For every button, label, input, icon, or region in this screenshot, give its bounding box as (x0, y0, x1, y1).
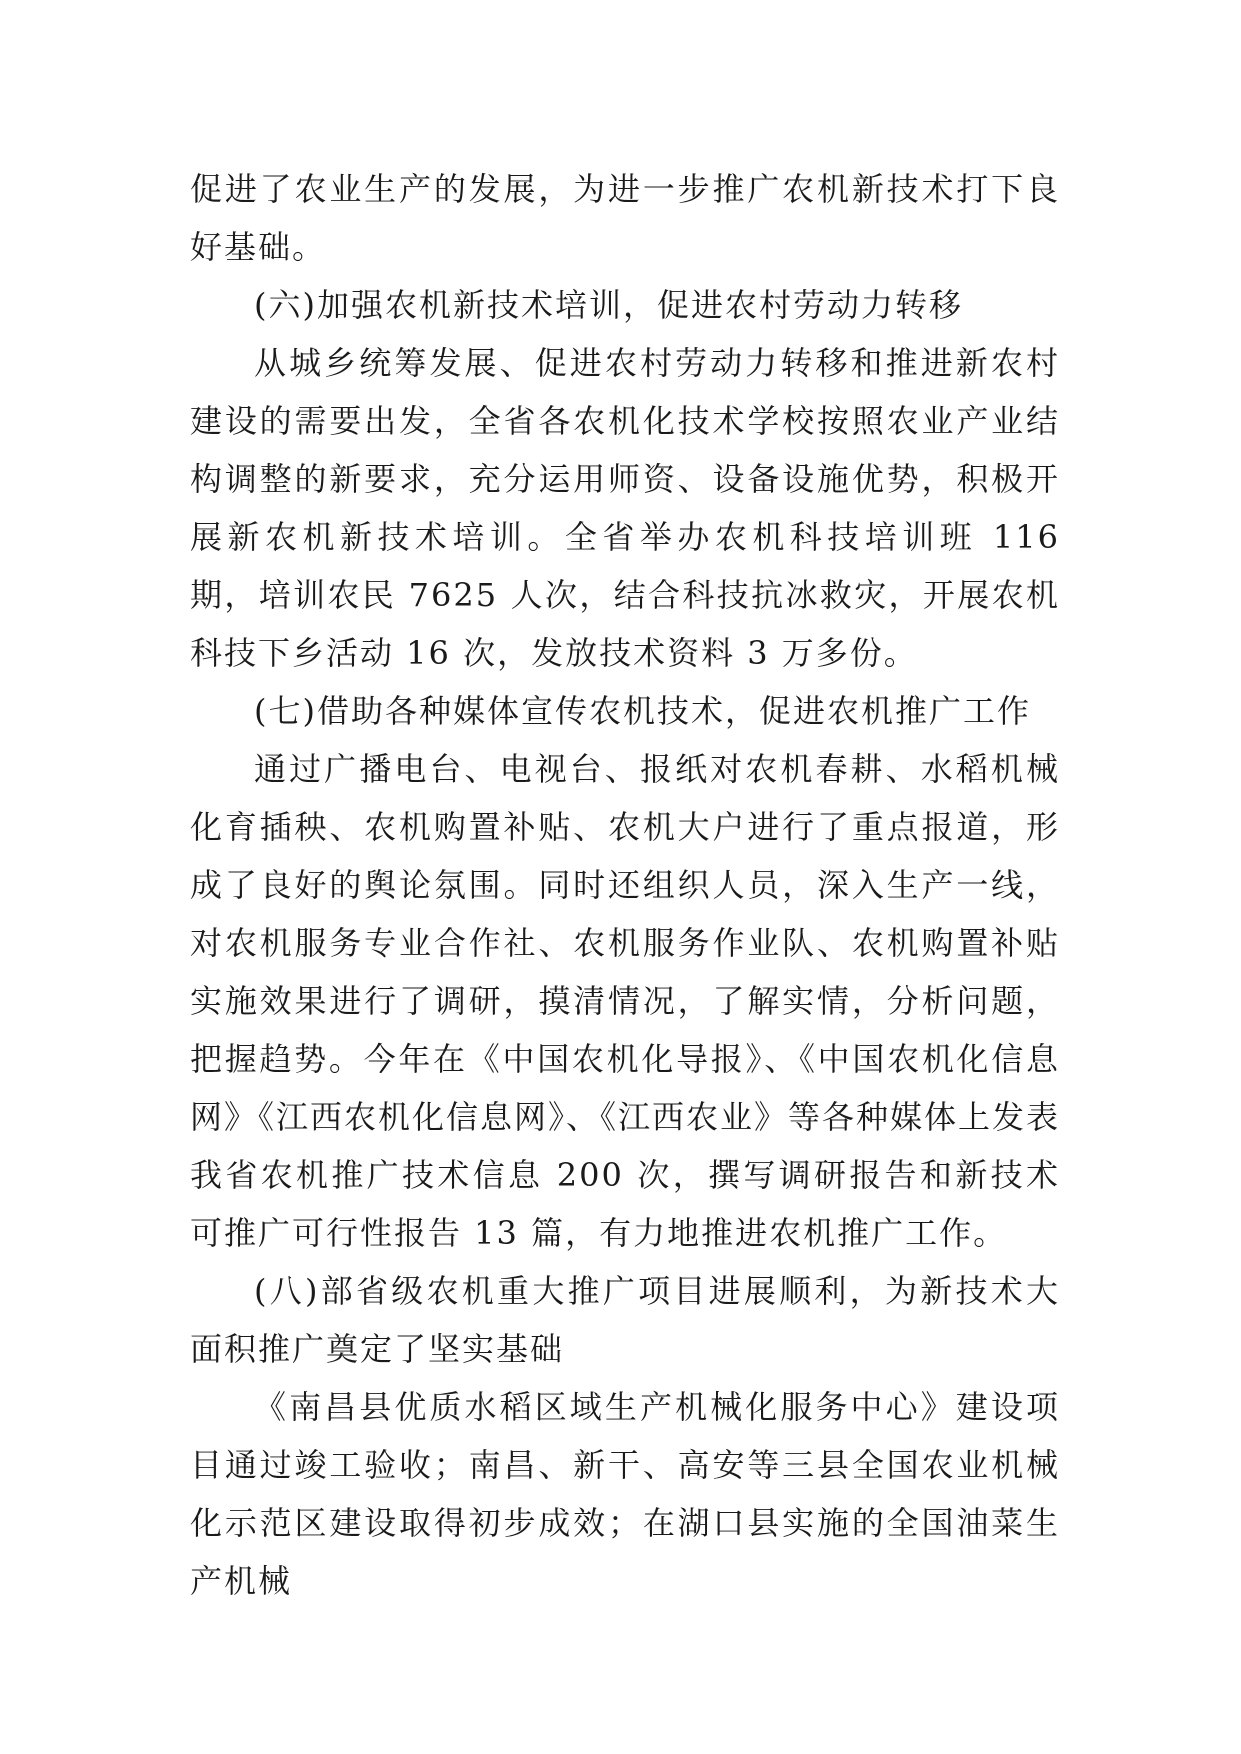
paragraph-media: 通过广播电台、电视台、报纸对农机春耕、水稻机械化育插秧、农机购置补贴、农机大户进行了重点报道，形成了良好的舆论氛围。同时还组织人员，深入生产一线，对农机服务专业合作社、农机服务作业队、农机购置补贴实施效果进行了调研，摸清情况，了解实情，分析问题，把握趋势。今年在《中国农机化导报》、《中国农机化信息网》《江西农机化信息网》、《江西农业》等各种媒体上发表我省农机推广技术信息 200 次，撰写调研报告和新技术可推广可行性报告 13 篇，有力地推进农机推广工作。 (190, 750, 1061, 1252)
paragraph-training: 从城乡统筹发展、促进农村劳动力转移和推进新农村建设的需要出发，全省各农机化技术学校按照农业产业结构调整的新要求，充分运用师资、设备设施优势，积极开展新农机新技术培训。全省举办农机科技培训班 116 期，培训农民 7625 人次，结合科技抗冰救灾，开展农机科技下乡活动 16 次，发放技术资料 3 万多份。 (190, 344, 1060, 672)
section-heading-8: (八)部省级农机重大推广项目进展顺利，为新技术大面积推广奠定了坚实基础 (190, 1272, 1060, 1368)
section-heading-6: (六)加强农机新技术培训，促进农村劳动力转移 (254, 286, 963, 324)
section-heading-7: (七)借助各种媒体宣传农机技术，促进农机推广工作 (254, 692, 1031, 730)
paragraph-continuation: 促进了农业生产的发展，为进一步推广农机新技术打下良好基础。 (190, 170, 1060, 266)
paragraph-projects: 《南昌县优质水稻区域生产机械化服务中心》建设项目通过竣工验收；南昌、新干、高安等三县全国农业机械化示范区建设取得初步成效；在湖口县实施的全国油菜生产机械 (190, 1388, 1060, 1600)
document-body (190, 160, 1060, 1610)
